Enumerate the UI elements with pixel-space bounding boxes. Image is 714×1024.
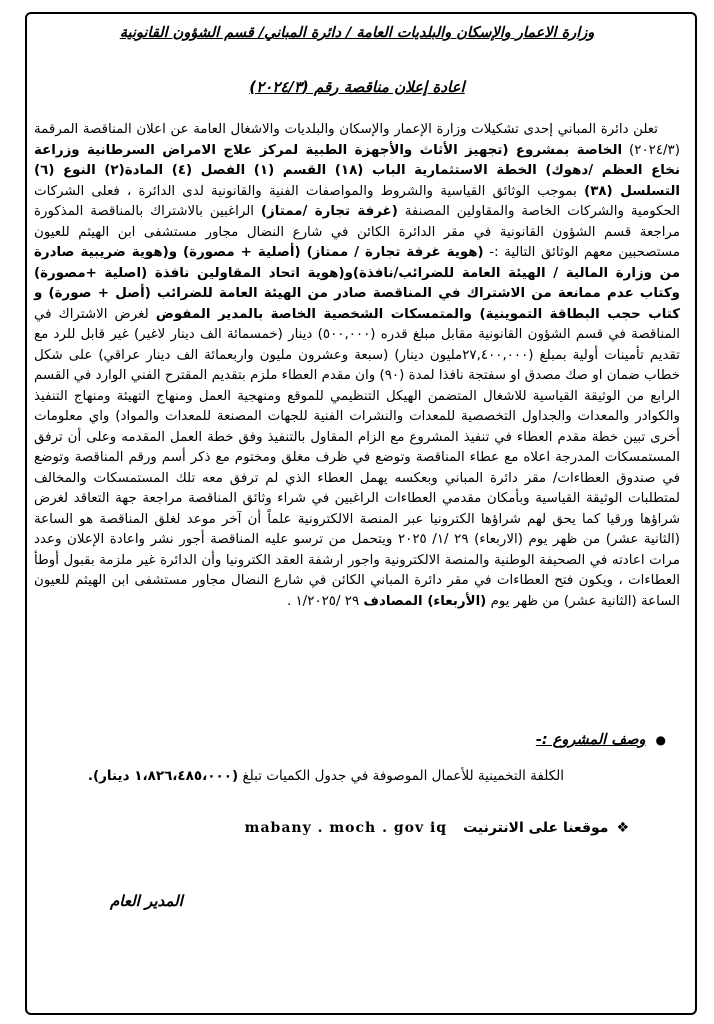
project-description-label: وصف المشروع :- (535, 732, 646, 748)
tender-title: اعادة إعلان مناقصة رقم (٢٠٢٤/٣) (249, 78, 465, 96)
required-documents: (هوية غرفة تجارة / ممتاز) (أصلية + مصورة) و(هوية ضريبية صادرة من وزارة المالية / الهيئة العامة للضرائب/نافذة)و(هوية اتحاد المقاولين نافذة (اصلية +مصورة) وكتاب عدم ممانعة من الاشتراك في المناقصة صادر من الهيئة العامة للضرائب (أصل + صورة) و كتاب حجب البطاقة التموينية) والمتمسكات الشخصية الخاصة بالمدير المفوض (34, 245, 680, 322)
estimated-cost-amount: (١،٨٢٦،٤٨٥،٠٠٠ دينار). (87, 768, 239, 784)
diamond-bullet-icon: ❖ (616, 820, 629, 836)
announcement-body (34, 120, 680, 612)
terms-text: لغرض الاشتراك في المناقصة في قسم الشؤون القانونية مقابل مبلغ قدره (٥٠٠,٠٠٠) دينار (خمسمائة الف دينار لاغير) غير قابل للرد مع تقديم تأمينات أولية بمبلغ (٢٧,٤٠٠,٠٠٠مليون دينار) (سبعة وعشرون مليون واربعمائة الف دينار عراقي) على شكل خطاب ضمان او صك مصدق او سفتجة نافذا لمدة (٩٠) وان مقدم العطاء ملزم بتقديم المقترح الفني الوارد في القسم الرابع من الوثيقة القياسية للاشغال المتضمن الهيكل التنظيمي للموقع ومنهجية العمل ومنهاج التهيئة ومنهاج التنفيذ والكوادر والمعدات والجداول التخصصية للمعدات والنشرات الفنية للجهات المصنعة للمعدات والمواد) واي معلومات أخرى تبين خطة مقدم العطاء في تنفيذ المشروع مع الزام المقاول بالتنفيذ وفق خطة العمل المقدمه وعلى أن ترفق المستمسكات المدرجة اعلاه مع عطاء المناقصة وتوضع في ظرف مغلق ومختوم مع ذكر أسم ورقم المناقصة وتوضع في صندوق العطاءات/ مقر دائرة المباني وبعكسه يهمل العطاء الذي لم ترفق معه تلك المستمسكات والمخالف لمتطلبات الوثيقة القياسية وبأمكان مقدمي العطاءات الراغبين في شراء وثائق المناقصة مراجعة جهة التعاقد لغرض شراؤها ورقيا كما يحق لهم شراؤها الكترونيا عبر المنصة الالكترونية علماً أن آخر موعد لغلق المناقصة هو الساعة (الثانية عشر) من ظهر يوم (الاربعاء) ٢٩ /١/ ٢٠٢٥ ويتحمل من ترسو عليه المناقصة أجور نشر واعادة الإعلان وعدد مرات اعادته في الصحيفة الوطنية والمنصة الالكترونية واجور ارشفة العقد الكترونيا وأن الدائرة غير ملزمة بقبول أوطأ العطاءات ، ويكون فتح العطاءات في مقر دائرة المباني الكائن في شارع النضال مجاور مستشفى ابن الهيثم للعيون الساعة (الثانية عشر) من ظهر يوم (34, 306, 681, 609)
conditions-text: بموجب الوثائق القياسية والشروط والمواصفات الفنية والقانونية لدى الدائرة ، فعلى الشركات الحكومية والشركات الخاصة والمقاولين المصنفة (34, 183, 680, 219)
submission-location: الراغبين بالاشتراك بالمناقصة المذكورة مراجعة قسم الشؤون القانونية في مقر الدائرة الكائن في شارع النضال مجاور مستشفى ابن الهيثم للعيون مستصحبين معهم الوثائق التالية :- (34, 204, 680, 260)
website-label: موقعنا على الانترنيت (463, 820, 609, 836)
announcement-paragraph (34, 120, 680, 612)
opening-date: ٢٩ /١/٢٠٢٥ . (286, 593, 360, 609)
director-general-signature: المدير العام (110, 892, 183, 910)
estimated-cost-text: الكلفة التخمينية للأعمال الموصوفة في جدول الكميات تبلغ (242, 768, 564, 784)
estimated-cost (88, 768, 564, 784)
ministry-header: وزارة الاعمار والإسكان والبلديات العامة / دائرة المباني/ قسم الشؤون القانونية (119, 25, 595, 41)
website-url[interactable]: mabany . moch . gov iq (244, 820, 448, 836)
bullet-icon: ● (655, 733, 666, 747)
project-description-heading (536, 732, 666, 748)
opening-day: (الأربعاء) المصادف (363, 593, 487, 609)
contractor-class: (غرفة تجارة /ممتاز) (260, 204, 398, 219)
website-line (245, 820, 629, 836)
project-details: الخاصة بمشروع (تجهيز الأثاث والأجهزة الطبية لمركز علاج الامراض السرطانية وزراعة نخاع العظم /دهوك) الخطة الاستثمارية الباب (١٨) القسم (١) الفصل (٤) المادة(٢) النوع (٦) التسلسل (٣٨) (34, 142, 680, 199)
intro-text: تعلن دائرة المباني إحدى تشكيلات وزارة الإعمار والإسكان والبلديات والاشغال العامة عن اعلان المناقصة المرقمة (٢٠٢٤/٣) (34, 122, 680, 158)
